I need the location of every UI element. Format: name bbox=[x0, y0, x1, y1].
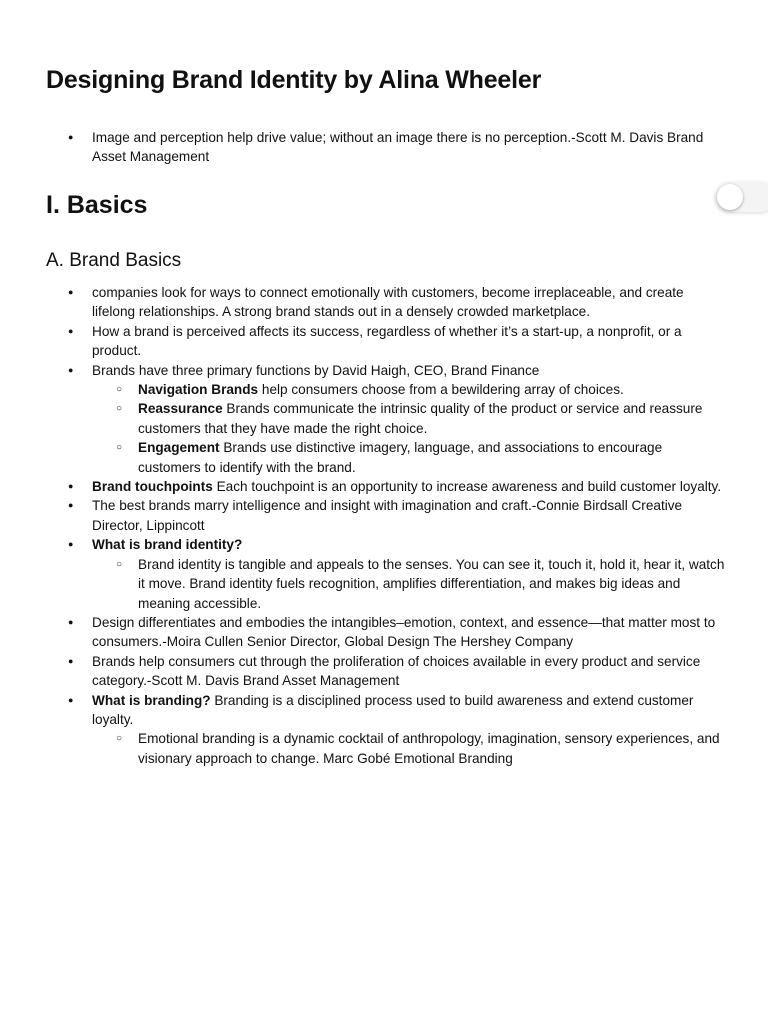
sub-list-item: ○ Brand identity is tangible and appeals to the senses. You can see it, touch it, hold it, hear it, watch it move. Brand identity fuels recognition, amplifies differentiation, and makes big ideas and meaning accessible. bbox=[92, 555, 726, 613]
list-item: ● Brands have three primary functions by David Haigh, CEO, Brand Finance ○ Navigation Brands help consumers choose from a bewildering array of choices. ○ Reassurance Brands communicate the intrinsic quality of the product or service and reassure customers that they have made the right choice. ○ Engagement Brands use distinctive imagery, language, and associations to encourage customers to identify with the brand. bbox=[46, 361, 726, 477]
intro-quote: ● Image and perception help drive value; without an image there is no perception.-Scott M. Davis Brand Asset Management bbox=[46, 128, 726, 167]
sub-list-item: ○ Reassurance Brands communicate the intrinsic quality of the product or service and reassure customers that they have made the right choice. bbox=[92, 399, 726, 438]
sub-list-item: ○ Emotional branding is a dynamic cocktail of anthropology, imagination, sensory experiences, and visionary approach to change. Marc Gobé Emotional Branding bbox=[92, 729, 726, 768]
list-item: ● How a brand is perceived affects its success, regardless of whether it’s a start-up, a nonprofit, or a product. bbox=[46, 322, 726, 361]
toggle-knob[interactable] bbox=[717, 184, 743, 210]
list-item: ● What is brand identity? ○ Brand identity is tangible and appeals to the senses. You can see it, touch it, hold it, hear it, watch it move. Brand identity fuels recognition, amplifies differentiation, and makes big ideas and meaning accessible. bbox=[46, 535, 726, 613]
intro-list bbox=[46, 128, 726, 167]
toggle-switch[interactable] bbox=[715, 182, 768, 212]
brand-basics-list bbox=[46, 283, 726, 768]
list-item: ● The best brands marry intelligence and insight with imagination and craft.-Connie Birdsall Creative Director, Lippincott bbox=[46, 496, 726, 535]
list-item: ● Design differentiates and embodies the intangibles–emotion, context, and essence—that matter most to consumers.-Moira Cullen Senior Director, Global Design The Hershey Company bbox=[46, 613, 726, 652]
list-item: ● Brands help consumers cut through the proliferation of choices available in every product and service category.-Scott M. Davis Brand Asset Management bbox=[46, 652, 726, 691]
sub-list-item: ○ Navigation Brands help consumers choose from a bewildering array of choices. bbox=[92, 380, 726, 399]
section-heading: I. Basics bbox=[46, 191, 148, 219]
list-item: ● companies look for ways to connect emotionally with customers, become irreplaceable, and create lifelong relationships. A strong brand stands out in a densely crowded marketplace. bbox=[46, 283, 726, 322]
document-title: Designing Brand Identity by Alina Wheeler bbox=[46, 66, 542, 94]
list-item: ● Brand touchpoints Each touchpoint is an opportunity to increase awareness and build customer loyalty. bbox=[46, 477, 726, 496]
sub-list-item: ○ Engagement Brands use distinctive imagery, language, and associations to encourage customers to identify with the brand. bbox=[92, 438, 726, 477]
subsection-heading: A. Brand Basics bbox=[46, 250, 182, 271]
list-item: ● What is branding? Branding is a disciplined process used to build awareness and extend customer loyalty. ○ Emotional branding is a dynamic cocktail of anthropology, imagination, sensory experiences, and visionary approach to change. Marc Gobé Emotional Branding bbox=[46, 691, 726, 769]
